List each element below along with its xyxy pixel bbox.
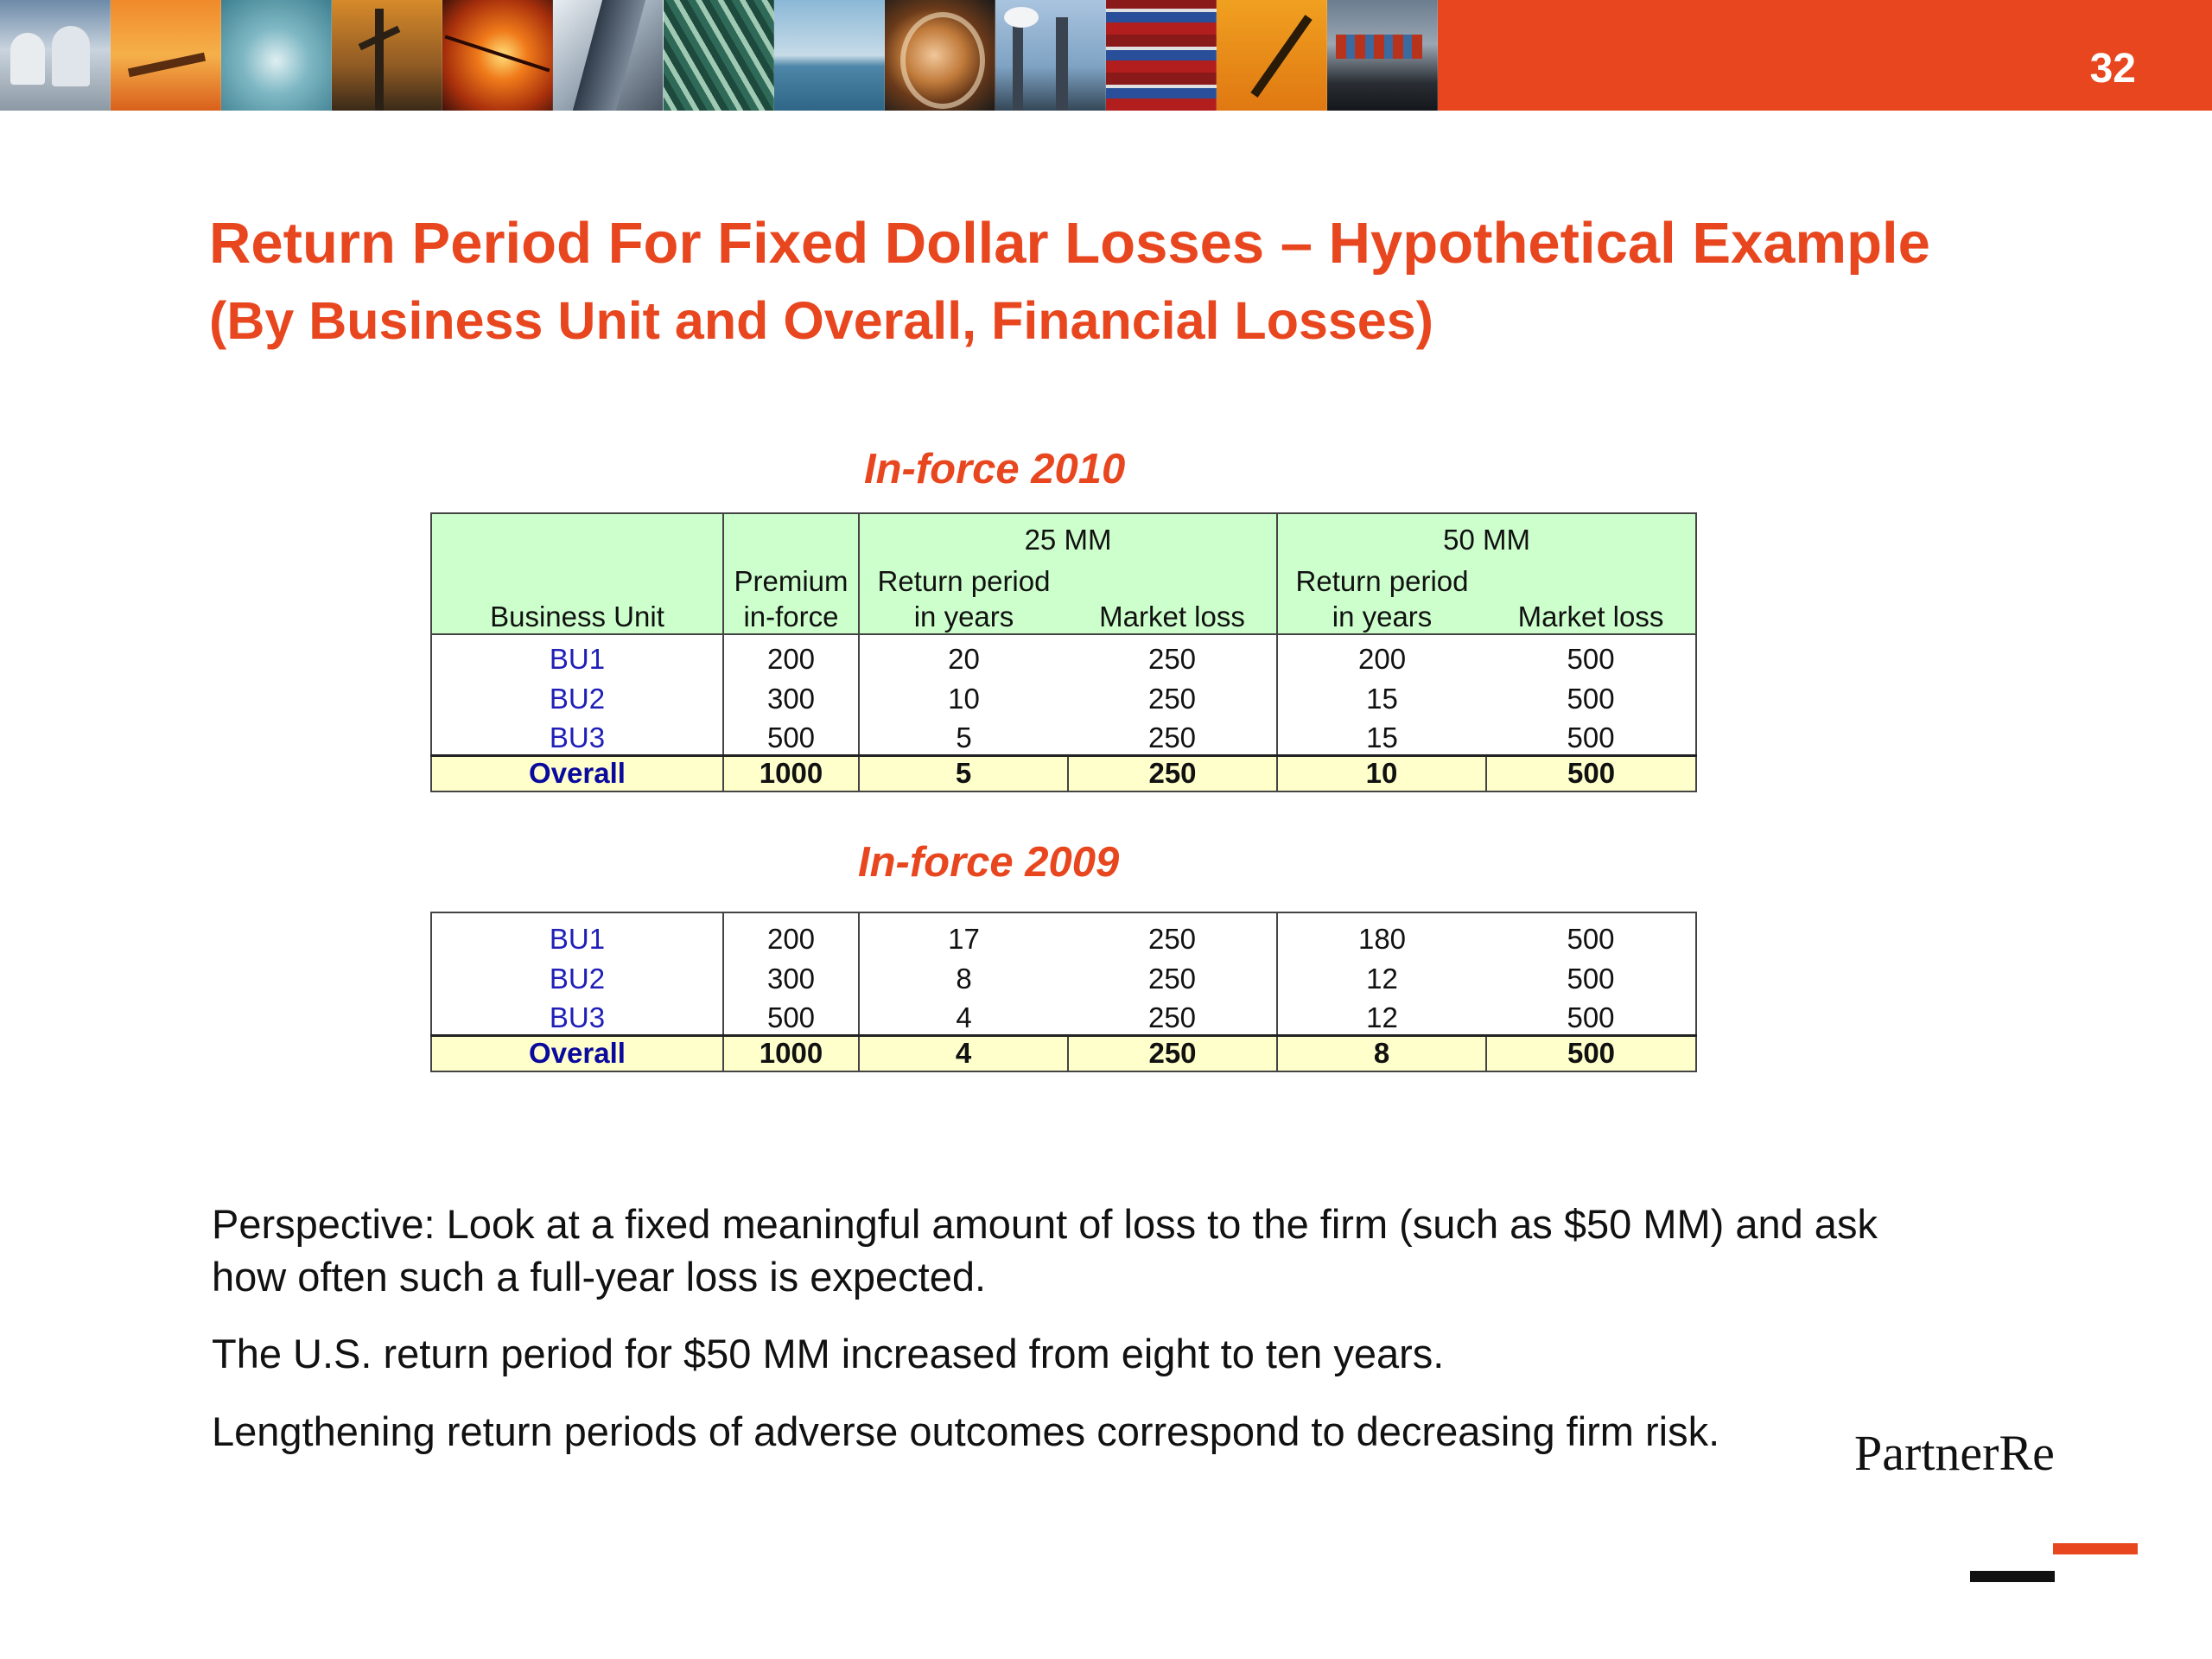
cell-rp25: 4 [859,995,1068,1035]
cell-premium: 500 [723,715,859,755]
photo-cargo-ship [1327,0,1438,111]
photo-strip [0,0,1438,111]
cell-ml50: 500 [1486,715,1696,755]
cell-ml25: 250 [1068,995,1277,1035]
cell-bu-overall: Overall [431,1035,723,1071]
header-premium-line2: in-force [723,598,859,634]
paragraph-perspective: Perspective: Look at a fixed meaningful amount of loss to the firm (such as $50 MM) and ask how often such a full-year loss is expected. [212,1201,1878,1300]
table-2010-group-header-row [431,513,1696,556]
cell-ml25: 250 [1068,715,1277,755]
header-return-period-50-line2: in years [1277,598,1486,634]
cell-bu-overall: Overall [431,755,723,791]
cell-rp25: 17 [859,912,1068,956]
table-total-row [431,755,1696,791]
header-banner [0,0,2212,111]
cell-bu: BU2 [431,956,723,995]
cell-ml25-total: 250 [1068,755,1277,791]
table-row [431,715,1696,755]
cell-bu: BU1 [431,634,723,676]
cell-premium: 200 [723,634,859,676]
cell-premium-total: 1000 [723,755,859,791]
cell-rp50-total: 8 [1277,1035,1486,1071]
page-number: 32 [2089,46,2136,92]
header-market-loss-50: Market loss [1486,598,1696,634]
photo-factory-smokestacks [995,0,1106,111]
group-header-50mm: 50 MM [1277,513,1696,556]
slide-subtitle: (By Business Unit and Overall, Financial Losses) [209,291,1433,350]
cell-ml25: 250 [1068,912,1277,956]
table-row [431,912,1696,956]
photo-sunset-wire [442,0,553,111]
header-market-loss-25: Market loss [1068,598,1277,634]
cell-bu: BU3 [431,995,723,1035]
cell-rp25: 5 [859,715,1068,755]
cell-ml50: 500 [1486,634,1696,676]
cell-rp25-total: 5 [859,755,1068,791]
paragraph-us-return-period: The U.S. return period for $50 MM increased from eight to ten years. [212,1331,1445,1376]
cell-rp50: 12 [1277,995,1486,1035]
cell-premium: 300 [723,956,859,995]
table-2010-heading: In-force 2010 [864,446,1126,493]
cell-rp25: 8 [859,956,1068,995]
table-2009-heading: In-force 2009 [858,839,1120,886]
cell-ml50: 500 [1486,912,1696,956]
photo-brain-scan [885,0,995,111]
header-business-unit: Business Unit [431,598,723,634]
logo-red-dash [2053,1543,2138,1554]
cell-premium: 500 [723,995,859,1035]
table-total-row [431,1035,1696,1071]
cell-rp50: 15 [1277,715,1486,755]
slide-title: Return Period For Fixed Dollar Losses – Hypothetical Example [209,211,1930,276]
cell-bu: BU2 [431,676,723,715]
header-return-period-25-line2: in years [859,598,1068,634]
cell-ml25: 250 [1068,634,1277,676]
table-row [431,634,1696,676]
table-inforce-2009 [430,912,1697,1072]
photo-storage-tanks [0,0,111,111]
group-header-25mm: 25 MM [859,513,1277,556]
table-row [431,995,1696,1035]
photo-crane [1217,0,1327,111]
cell-ml50-total: 500 [1486,755,1696,791]
cell-ml50: 500 [1486,995,1696,1035]
photo-skyscraper [553,0,664,111]
cell-ml50: 500 [1486,676,1696,715]
cell-ml50-total: 500 [1486,1035,1696,1071]
table-inforce-2010 [430,512,1697,792]
photo-cables [664,0,774,111]
header-return-period-50-line1: Return period [1277,556,1486,598]
cell-rp50-total: 10 [1277,755,1486,791]
partnerre-logo: PartnerRe [1854,1425,2055,1481]
photo-water-splash [221,0,332,111]
table-row [431,676,1696,715]
cell-rp50: 15 [1277,676,1486,715]
cell-rp25-total: 4 [859,1035,1068,1071]
photo-oil-derrick [332,0,442,111]
photo-airplane-sunset [111,0,221,111]
cell-premium-total: 1000 [723,1035,859,1071]
table-2010-header-row-1 [431,556,1696,598]
cell-premium: 200 [723,912,859,956]
photo-ocean-sky [774,0,885,111]
table-2010-header-row-2 [431,598,1696,634]
cell-ml25-total: 250 [1068,1035,1277,1071]
cell-ml25: 250 [1068,956,1277,995]
cell-rp50: 200 [1277,634,1486,676]
cell-bu: BU3 [431,715,723,755]
cell-rp25: 20 [859,634,1068,676]
header-return-period-25-line1: Return period [859,556,1068,598]
table-row [431,956,1696,995]
paragraph-firm-risk: Lengthening return periods of adverse outcomes correspond to decreasing firm risk. [212,1408,1720,1454]
cell-ml25: 250 [1068,676,1277,715]
cell-rp25: 10 [859,676,1068,715]
cell-rp50: 180 [1277,912,1486,956]
cell-premium: 300 [723,676,859,715]
cell-ml50: 500 [1486,956,1696,995]
header-premium-line1: Premium [723,556,859,598]
photo-shipping-containers [1106,0,1217,111]
cell-rp50: 12 [1277,956,1486,995]
logo-black-dash [1970,1571,2055,1582]
cell-bu: BU1 [431,912,723,956]
